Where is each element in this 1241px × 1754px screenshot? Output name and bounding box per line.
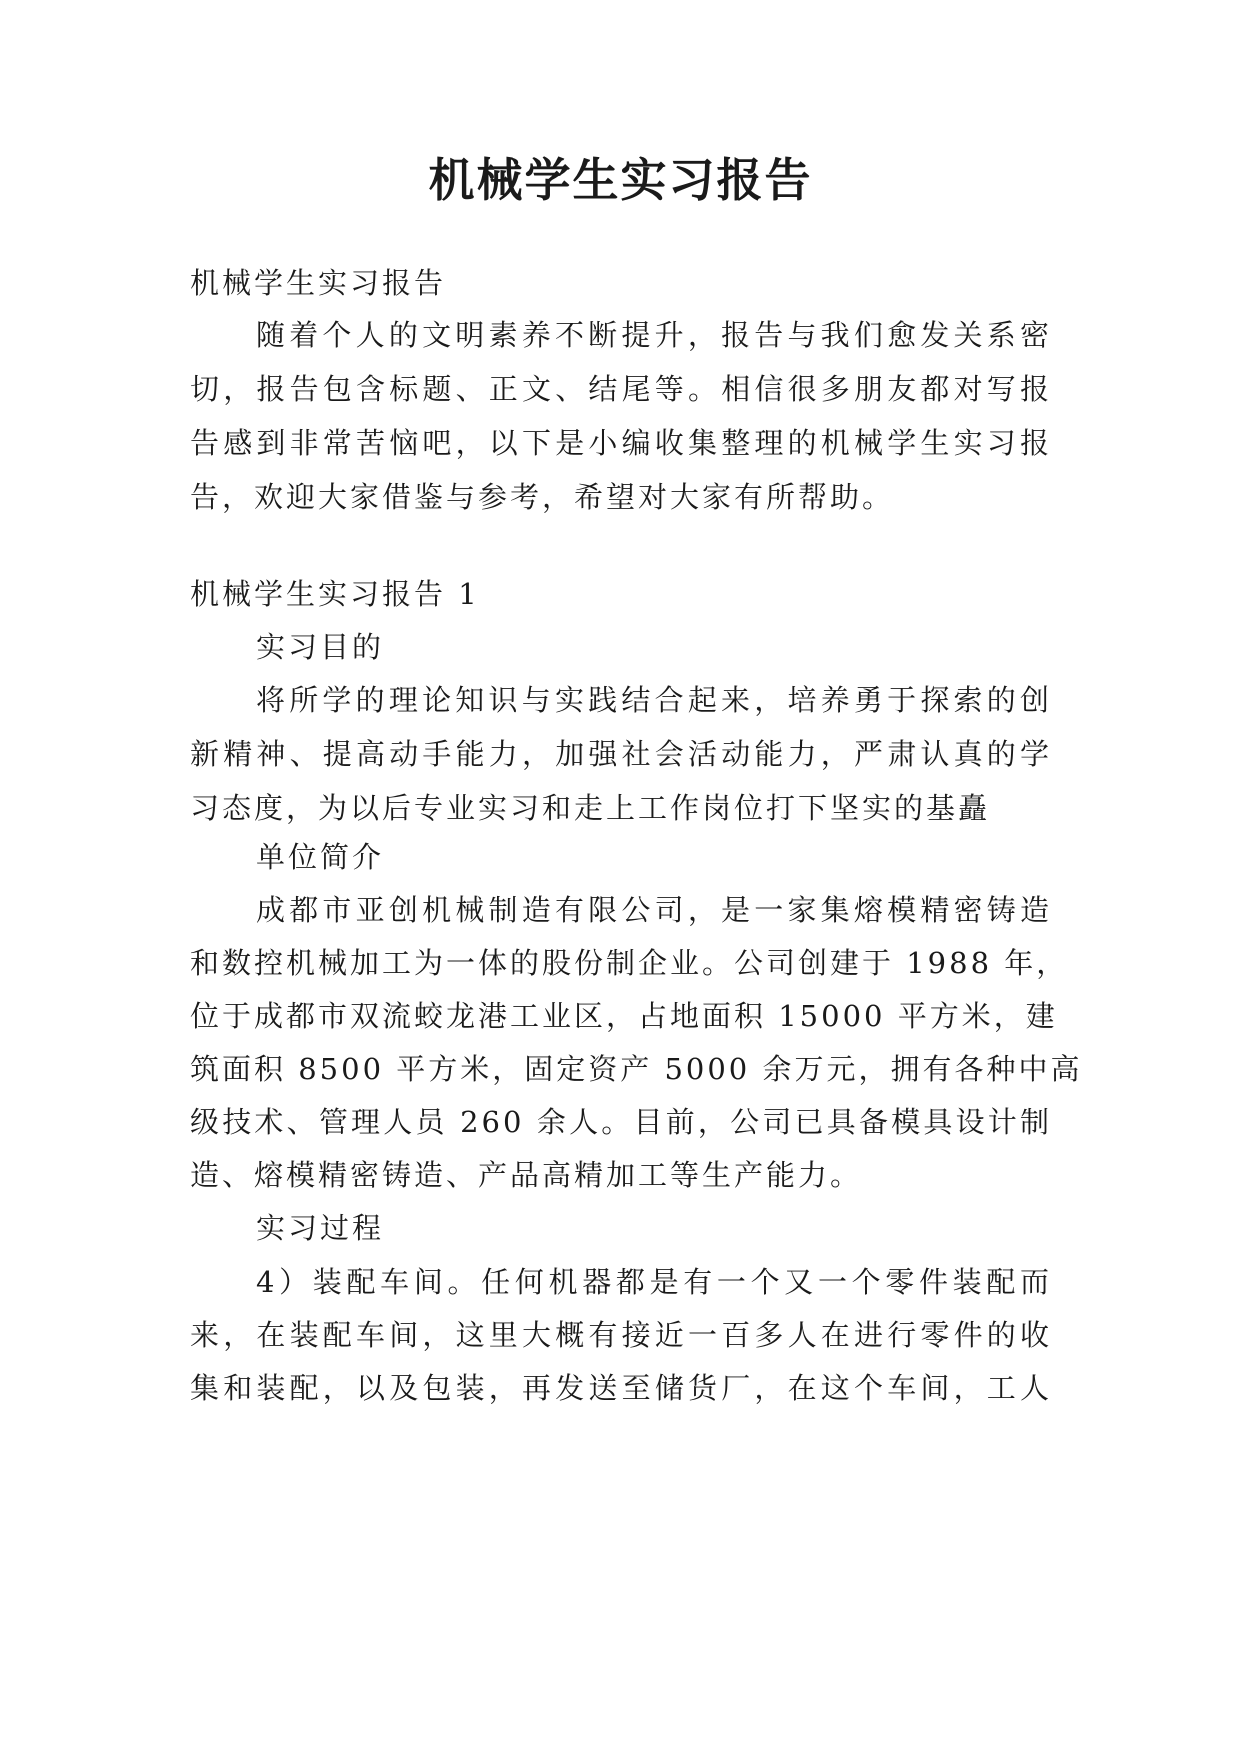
intro-line: 随着个人的文明素养不断提升，报告与我们愈发关系密: [256, 318, 1052, 352]
purpose-heading: 实习目的: [256, 630, 385, 664]
intro-heading: 机械学生实习报告: [190, 266, 447, 300]
company-line: 级技术、管理人员 260 余人。目前，公司已具备模具设计制: [190, 1105, 1052, 1139]
process-line: 集和装配，以及包装，再发送至储货厂，在这个车间，工人: [190, 1371, 1052, 1405]
company-line: 筑面积 8500 平方米，固定资产 5000 余万元，拥有各种中高: [190, 1052, 1083, 1086]
process-line: 来，在装配车间，这里大概有接近一百多人在进行零件的收: [190, 1318, 1052, 1352]
company-line: 和数控机械加工为一体的股份制企业。公司创建于 1988 年，: [190, 946, 1069, 980]
company-line: 造、熔模精密铸造、产品高精加工等生产能力。: [190, 1158, 863, 1192]
company-heading: 单位简介: [256, 840, 385, 874]
document-title: 机械学生实习报告: [428, 153, 813, 207]
purpose-line: 习态度，为以后专业实习和走上工作岗位打下坚实的基矗: [190, 791, 991, 825]
intro-line: 告，欢迎大家借鉴与参考，希望对大家有所帮助。: [190, 480, 895, 514]
intro-line: 切，报告包含标题、正文、结尾等。相信很多朋友都对写报: [190, 372, 1052, 406]
purpose-line: 将所学的理论知识与实践结合起来，培养勇于探索的创: [256, 683, 1052, 717]
company-line: 位于成都市双流蛟龙港工业区，占地面积 15000 平方米，建: [190, 999, 1058, 1033]
purpose-line: 新精神、提高动手能力，加强社会活动能力，严肃认真的学: [190, 737, 1052, 771]
report1-heading: 机械学生实习报告 1: [190, 577, 480, 611]
company-line: 成都市亚创机械制造有限公司，是一家集熔模精密铸造: [256, 893, 1052, 927]
process-line: 4）装配车间。任何机器都是有一个又一个零件装配而: [256, 1265, 1052, 1299]
intro-line: 告感到非常苦恼吧，以下是小编收集整理的机械学生实习报: [190, 426, 1052, 460]
process-heading: 实习过程: [256, 1211, 385, 1245]
